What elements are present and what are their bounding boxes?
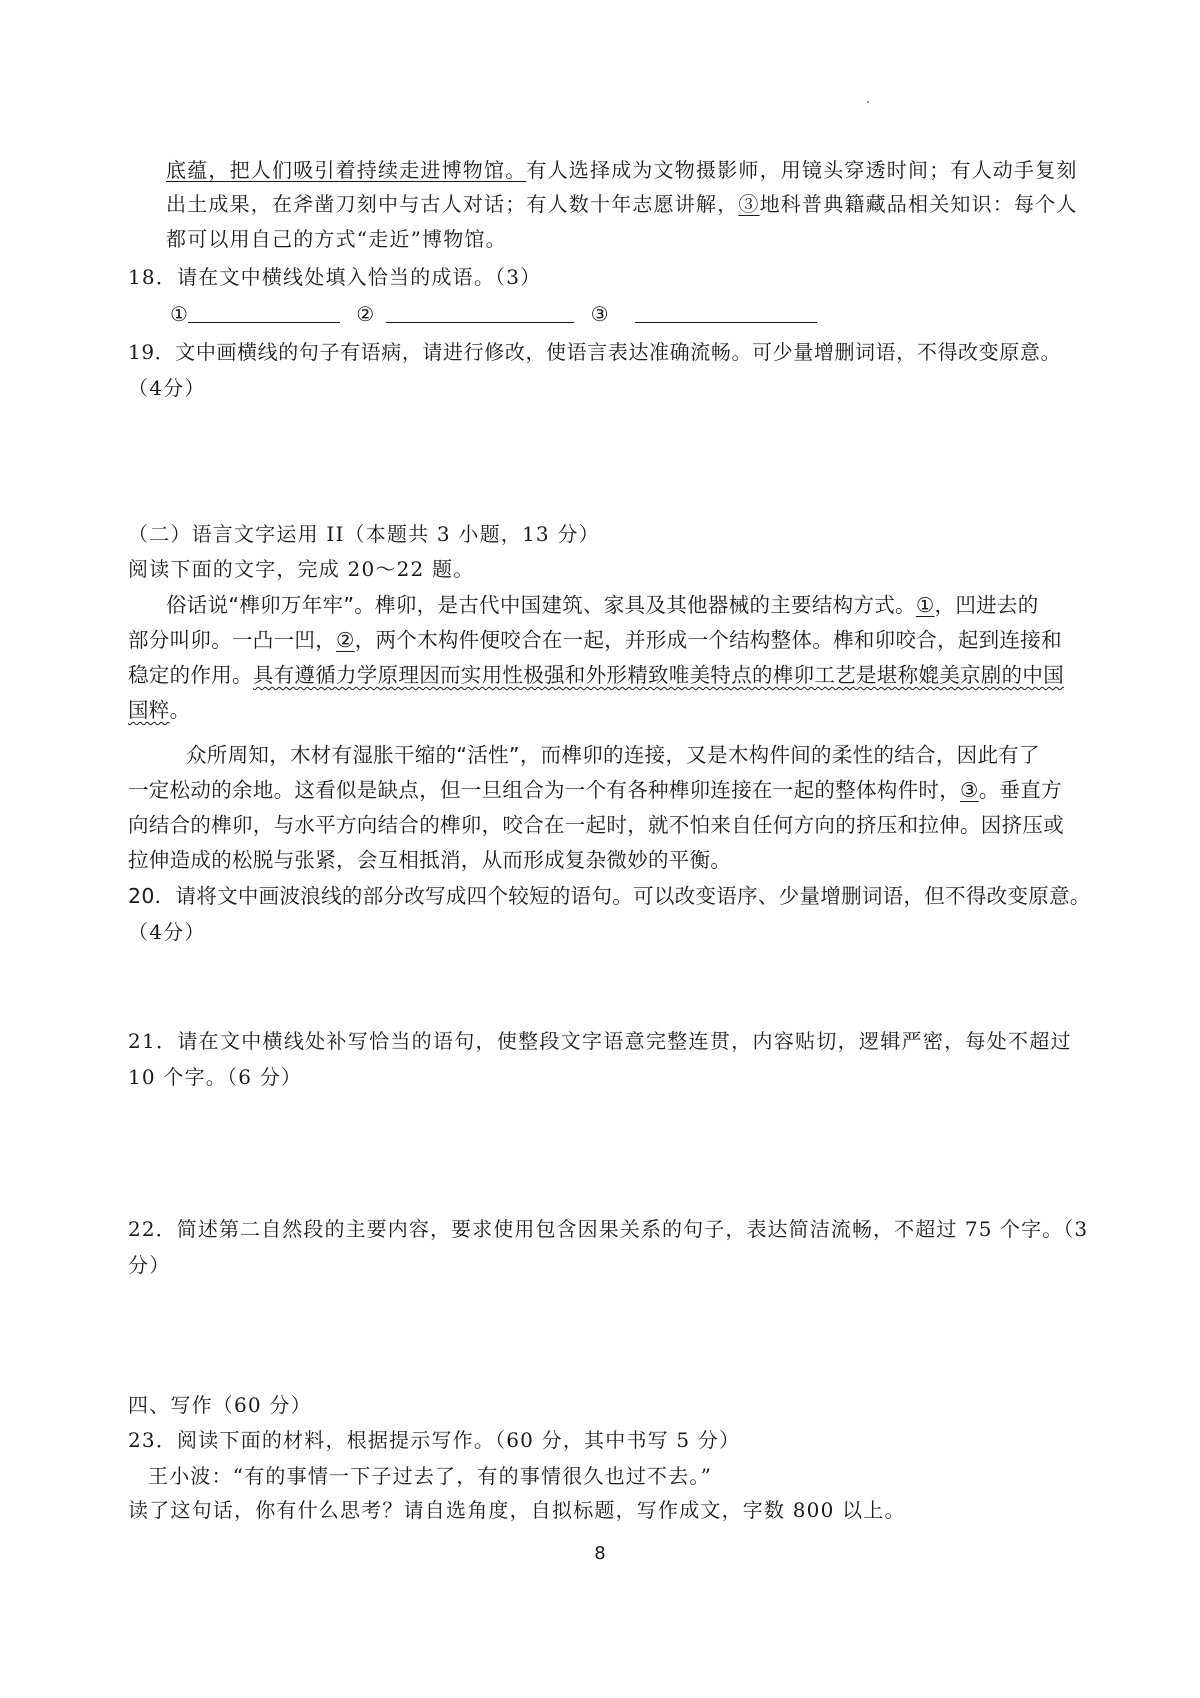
passage1-line3: 都可以用自己的方式“走近”博物馆。	[166, 227, 507, 251]
question-23-line1: 23．阅读下面的材料，根据提示写作。（60 分，其中书写 5 分）	[128, 1428, 741, 1452]
passage2-p2-line4: 拉伸造成的松脱与张紧，会互相抵消，从而形成复杂微妙的平衡。	[128, 848, 732, 872]
question-20-line1: 20．请将文中画波浪线的部分改写成四个较短的语句。可以改变语序、少量增删词语，但不得改变原意。	[128, 884, 1091, 908]
passage2-p1-line2: 部分叫卯。一凸一凹，②，两个木构件便咬合在一起，并形成一个结构整体。榫和卯咬合，起到连接和	[128, 628, 1062, 652]
question-22-line2: 分）	[128, 1253, 171, 1277]
blank-marker-3: ③	[738, 192, 760, 216]
section-2-title: （二）语言文字运用 II（本题共 3 小题，13 分）	[128, 522, 600, 546]
passage1-line2: 出土成果，在斧凿刀刻中与古人对话；有人数十年志愿讲解，③地科普典籍藏品相关知识：每个人	[166, 192, 1078, 216]
q18-answer-blanks: ① ② ③	[170, 301, 817, 327]
answer-blank-3[interactable]	[635, 302, 817, 323]
question-19-line1: 19．文中画横线的句子有语病，请进行修改，使语言表达准确流畅。可少量增删词语，不得改变原意。	[128, 340, 1062, 364]
question-21-line2: 10 个字。（6 分）	[128, 1065, 303, 1089]
passage2-p1-line3: 稳定的作用。具有遵循力学原理因而实用性极强和外形精致唯美特点的榫卯工艺是堪称媲美京剧的中国	[128, 663, 1065, 687]
blank-marker-2: ②	[336, 628, 355, 652]
answer-blank-2[interactable]	[386, 302, 574, 323]
answer-blank-1[interactable]	[188, 302, 340, 323]
scan-speck	[867, 101, 869, 103]
blank-marker-1: ①	[915, 593, 935, 617]
passage2-p1-line4: 国粹。	[128, 698, 191, 722]
question-18: 18．请在文中横线处填入恰当的成语。（3）	[128, 265, 542, 289]
passage2-p2-line3: 向结合的榫卯，与水平方向结合的榫卯，咬合在一起时，就不怕来自任何方向的挤压和拉伸。因挤压或	[128, 813, 1064, 837]
underlined-sentence: 底蕴，把人们吸引着持续走进博物馆。	[166, 158, 527, 182]
question-22-line1: 22．简述第二自然段的主要内容，要求使用包含因果关系的句子，表达简洁流畅，不超过 75 个字。（3	[128, 1217, 1089, 1241]
question-20-line2: （4分）	[128, 920, 206, 944]
question-23-line3: 读了这句话，你有什么思考？请自选角度，自拟标题，写作成文，字数 800 以上。	[128, 1498, 906, 1522]
passage2-p2-line1: 众所周知，木材有湿胀干缩的“活性”，而榫卯的连接，又是木构件间的柔性的结合，因此有了	[186, 743, 1040, 767]
question-23-quote: 王小波：“有的事情一下子过去了，有的事情很久也过不去。”	[148, 1464, 713, 1488]
question-19-line2: （4分）	[128, 376, 206, 400]
wavy-underlined-sentence-end: 国粹	[128, 698, 170, 722]
blank-marker-3b: ③	[960, 778, 979, 802]
question-21-line1: 21．请在文中横线处补写恰当的语句，使整段文字语意完整连贯，内容贴切，逻辑严密，每处不超过	[128, 1029, 1072, 1053]
section-4-title: 四、写作（60 分）	[128, 1393, 312, 1417]
section-2-instruction: 阅读下面的文字，完成 20～22 题。	[128, 557, 475, 581]
passage2-p1-line1: 俗话说“榫卯万年牢”。榫卯，是古代中国建筑、家具及其他器械的主要结构方式。①，凹进去的	[166, 593, 1039, 617]
page-number: 8	[594, 1543, 606, 1564]
passage2-p2-line2: 一定松动的余地。这看似是缺点，但一旦组合为一个有各种榫卯连接在一起的整体构件时，③。垂直方	[128, 778, 1062, 802]
passage1-line1: 底蕴，把人们吸引着持续走进博物馆。有人选择成为文物摄影师，用镜头穿透时间；有人动手复刻	[166, 158, 1078, 182]
wavy-underlined-sentence: 具有遵循力学原理因而实用性极强和外形精致唯美特点的榫卯工艺是堪称媲美京剧的中国	[252, 663, 1065, 687]
